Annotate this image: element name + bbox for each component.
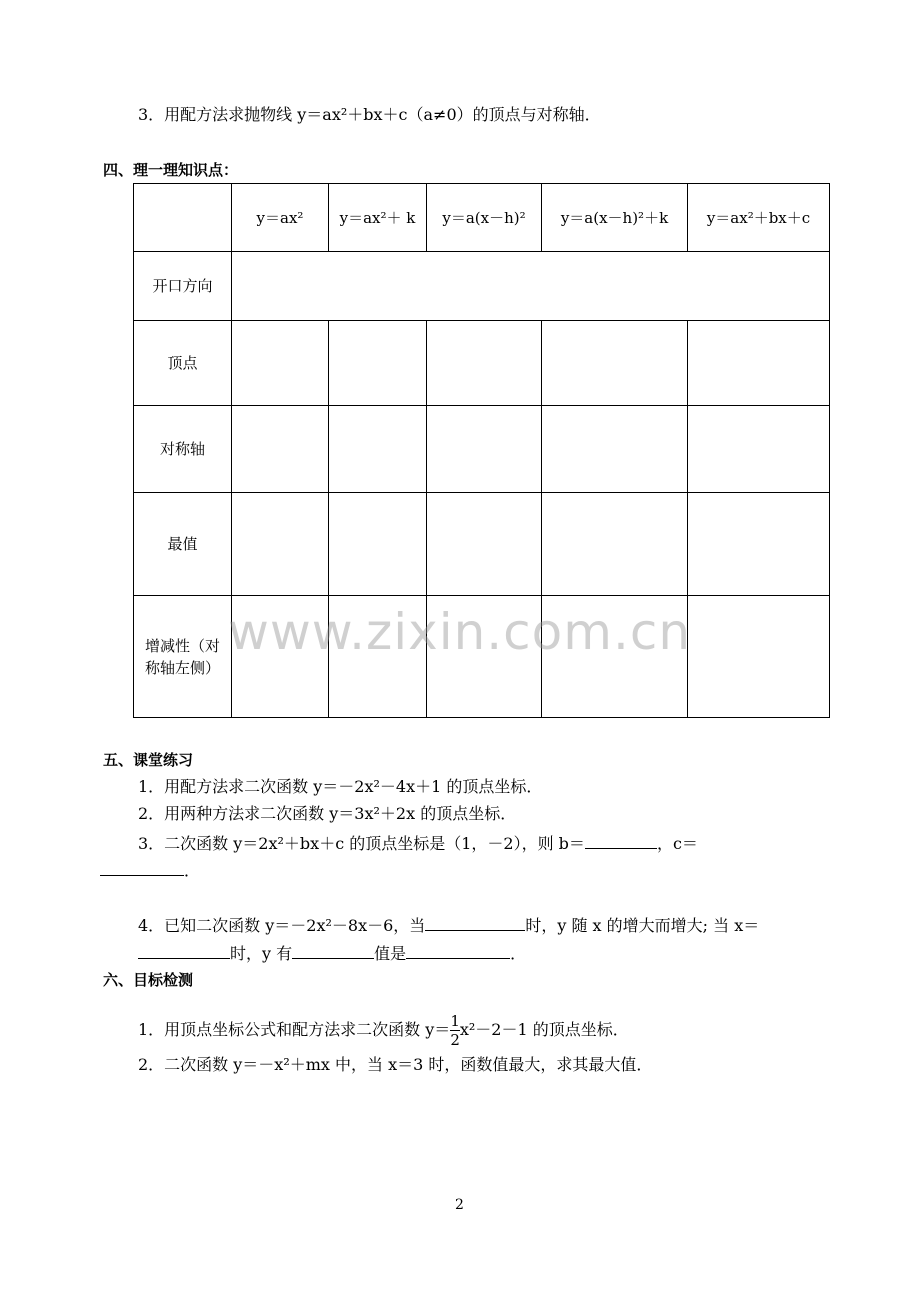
row-label: 开口方向 — [134, 252, 232, 321]
text: 值是 — [374, 944, 407, 963]
exercise-4-cont — [138, 942, 526, 964]
answer-blank-b[interactable] — [585, 832, 657, 849]
table-row — [134, 252, 830, 321]
table-header-row — [134, 184, 830, 252]
text: 3．二次函数 y＝2x²＋bx＋c 的顶点坐标是（1，－2），则 b＝ — [138, 834, 585, 853]
table-row — [134, 406, 830, 493]
text: 时，y 有 — [230, 944, 293, 963]
table-row — [134, 493, 830, 596]
header-cell: y＝ax²＋ k — [329, 184, 427, 252]
row-label: 最值 — [134, 493, 232, 596]
page-number: 2 — [455, 1197, 464, 1213]
answer-blank-x[interactable] — [138, 942, 230, 959]
text: 时，y 随 x 的增大而增大; 当 x＝ — [525, 916, 760, 935]
denominator: 2 — [450, 1031, 460, 1049]
test-2: 2．二次函数 y＝－x²＋mx 中，当 x＝3 时，函数值最大，求其最大值． — [138, 1055, 653, 1074]
header-cell: y＝a(x－h)²＋k — [542, 184, 688, 252]
answer-blank-value[interactable] — [406, 942, 510, 959]
text: x²－2－1 的顶点坐标． — [459, 1020, 629, 1039]
numerator: 1 — [450, 1012, 460, 1030]
section-4-title: 四、理一理知识点： — [103, 161, 239, 179]
exercise-3-cont — [100, 859, 200, 881]
exercise-2: 2．用两种方法求二次函数 y＝3x²＋2x 的顶点坐标． — [138, 804, 517, 823]
text: ． — [184, 861, 201, 880]
text: ，c＝ — [656, 834, 698, 853]
answer-blank-range[interactable] — [425, 914, 525, 931]
table-cell — [232, 252, 830, 321]
header-cell: y＝a(x－h)² — [427, 184, 542, 252]
text: 4．已知二次函数 y＝－2x²－8x－6，当 — [138, 916, 426, 935]
header-cell — [134, 184, 232, 252]
exercise-4 — [138, 914, 759, 936]
row-label: 顶点 — [134, 321, 232, 406]
header-cell: y＝ax²＋bx＋c — [688, 184, 830, 252]
fraction-one-half — [450, 1012, 460, 1049]
section-6-title: 六、目标检测 — [103, 971, 194, 989]
table-row — [134, 321, 830, 406]
exercise-3 — [138, 832, 698, 854]
header-cell: y＝ax² — [232, 184, 329, 252]
answer-blank-extreme[interactable] — [292, 942, 374, 959]
row-label: 增减性（对称轴左侧） — [134, 596, 232, 718]
section-5-title: 五、课堂练习 — [103, 751, 194, 769]
text: 1．用顶点坐标公式和配方法求二次函数 y＝ — [138, 1020, 451, 1039]
answer-blank-c[interactable] — [100, 859, 184, 876]
text: ． — [510, 944, 527, 963]
row-label: 对称轴 — [134, 406, 232, 493]
intro-question-3: 3．用配方法求抛物线 y＝ax²＋bx＋c（a≠0）的顶点与对称轴． — [138, 105, 601, 124]
exercise-1: 1．用配方法求二次函数 y＝－2x²－4x＋1 的顶点坐标． — [138, 777, 543, 796]
watermark: www.zixin.com.cn — [228, 603, 692, 661]
test-1 — [138, 1010, 629, 1050]
